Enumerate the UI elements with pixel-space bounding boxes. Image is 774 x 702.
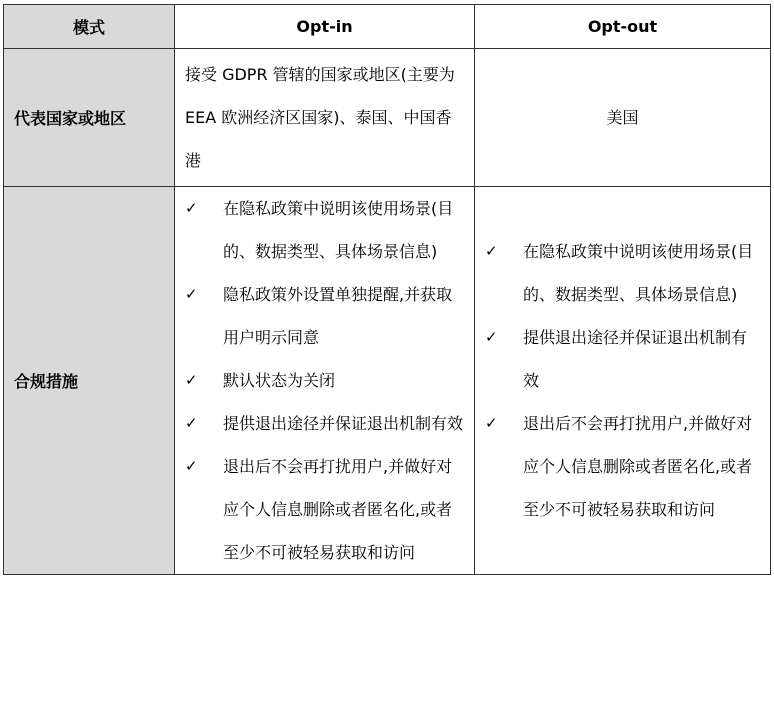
regions-optin-text: 接受 GDPR 管辖的国家或地区(主要为 EEA 欧洲经济区国家)、泰国、中国香港 <box>185 65 455 170</box>
check-icon: ✓ <box>185 414 198 432</box>
optin-checklist <box>175 187 474 574</box>
header-mode: 模式 <box>4 5 175 49</box>
list-item: ✓ 在隐私政策中说明该使用场景(目的、数据类型、具体场景信息) <box>475 230 770 316</box>
header-optout: Opt-out <box>475 5 771 49</box>
list-item: ✓ 在隐私政策中说明该使用场景(目的、数据类型、具体场景信息) <box>175 187 474 273</box>
list-item: ✓ 默认状态为关闭 <box>175 359 474 402</box>
check-icon: ✓ <box>485 242 498 260</box>
check-icon: ✓ <box>485 414 498 432</box>
regions-row <box>4 49 771 187</box>
regions-optout-cell <box>475 49 771 187</box>
regions-label: 代表国家或地区 <box>4 49 175 187</box>
measures-label: 合规措施 <box>4 187 175 575</box>
header-row <box>4 5 771 49</box>
regions-optin-cell <box>175 49 475 187</box>
measures-optin-cell <box>175 187 475 575</box>
check-icon: ✓ <box>185 285 198 303</box>
measures-optout-cell <box>475 187 771 575</box>
list-item: ✓ 退出后不会再打扰用户,并做好对应个人信息删除或者匿名化,或者至少不可被轻易获取和访问 <box>475 402 770 531</box>
check-icon: ✓ <box>185 371 198 389</box>
list-item: ✓ 提供退出途径并保证退出机制有效 <box>475 316 770 402</box>
check-icon: ✓ <box>485 328 498 346</box>
list-item: ✓ 退出后不会再打扰用户,并做好对应个人信息删除或者匿名化,或者至少不可被轻易获取和访问 <box>175 445 474 574</box>
regions-optout-text: 美国 <box>606 108 639 127</box>
optout-checklist <box>475 230 770 531</box>
header-optin: Opt-in <box>175 5 475 49</box>
list-item: ✓ 隐私政策外设置单独提醒,并获取用户明示同意 <box>175 273 474 359</box>
list-item: ✓ 提供退出途径并保证退出机制有效 <box>175 402 474 445</box>
compliance-table <box>3 4 771 575</box>
measures-row <box>4 187 771 575</box>
check-icon: ✓ <box>185 199 198 217</box>
check-icon: ✓ <box>185 457 198 475</box>
